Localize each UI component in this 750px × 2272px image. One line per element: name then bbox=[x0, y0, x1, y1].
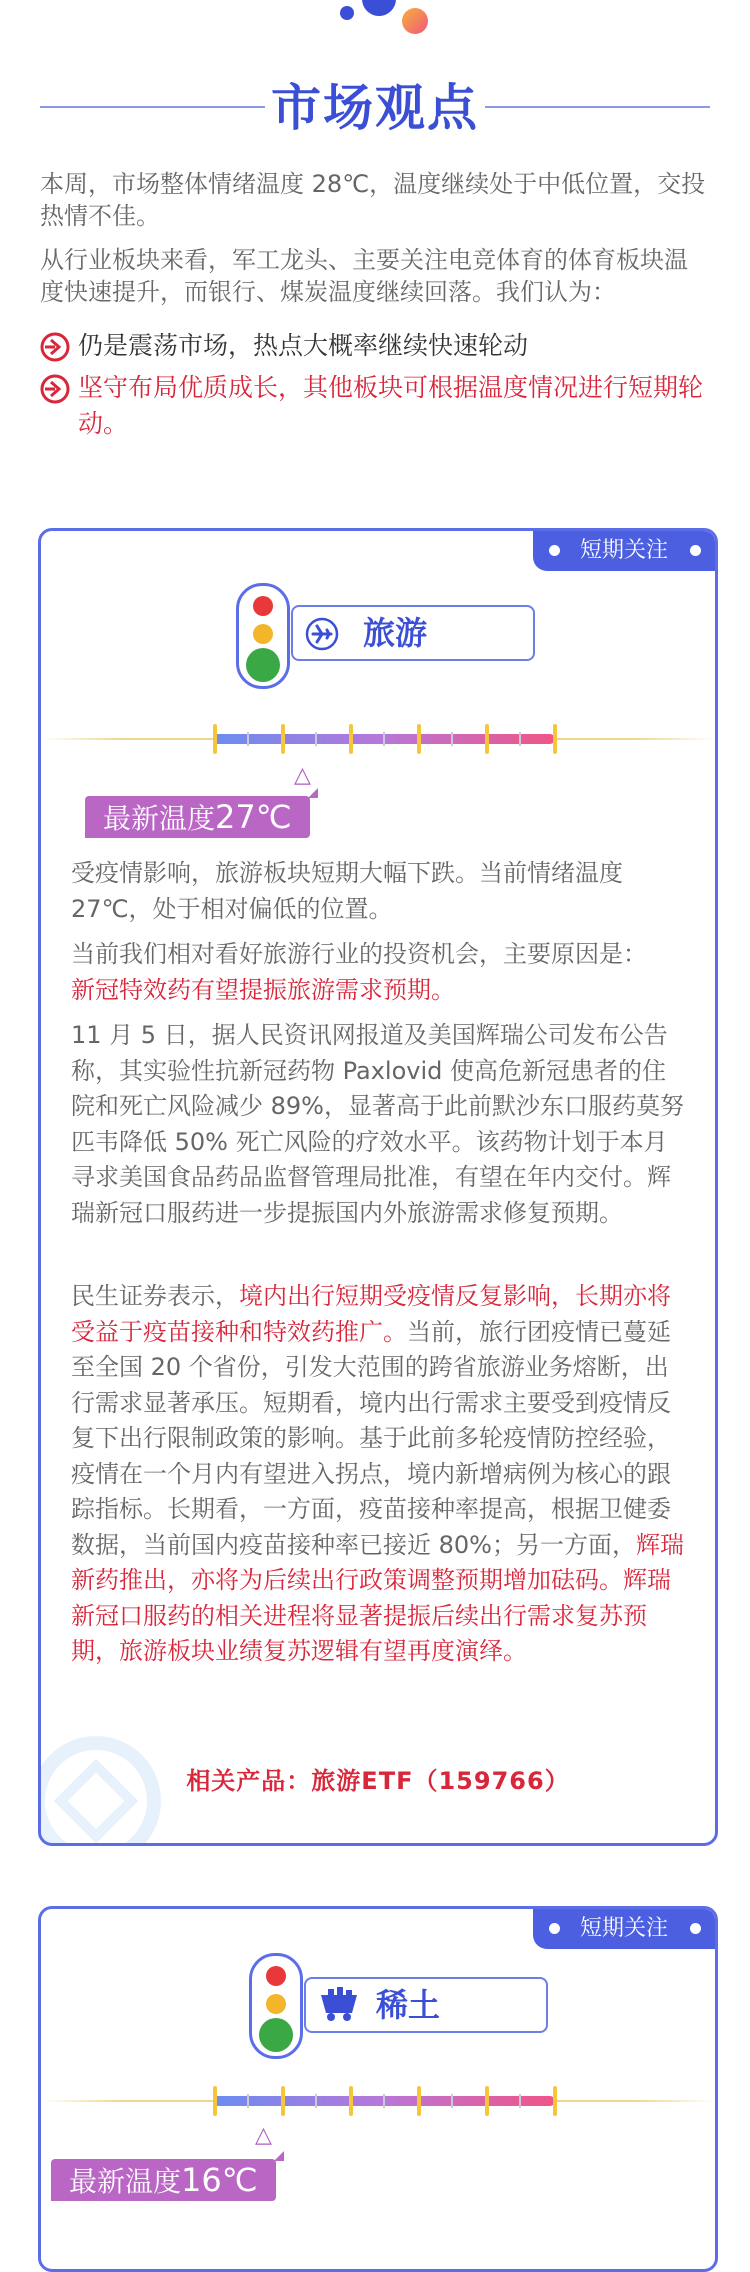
red-arrow-circle-icon bbox=[40, 332, 70, 362]
tag-label: 短期关注 bbox=[579, 538, 668, 563]
view-bullet-1 bbox=[40, 328, 720, 368]
latest-temperature-badge bbox=[51, 2159, 276, 2201]
latest-temperature-badge bbox=[85, 796, 310, 838]
sector-card-rare-earth bbox=[38, 1906, 718, 2272]
title-rule-right bbox=[485, 106, 710, 108]
airplane-icon bbox=[305, 617, 339, 651]
bullet-text: 仍是震荡市场，热点大概率继续快速轮动 bbox=[78, 331, 529, 360]
related-product-link[interactable]: 相关产品：旅游ETF（159766） bbox=[186, 1767, 570, 1795]
card-paragraph-3: 11 月 5 日，据人民资讯网报道及美国辉瑞公司发布公告称，其实验性抗新冠药物 Paxlovid 使高危新冠患者的住院和死亡风险减少 89%，显著高于此前默沙东口服药莫努匹韦降低 50% 死亡风险的疗效水平。该药物计划于本月寻求美国食品药品监督管理局批准，有望在年内交付。辉瑞新冠口服药进一步提振国内外旅游需求修复预期。 bbox=[71, 1021, 684, 1227]
top-decoration bbox=[330, 0, 450, 40]
title-rule-left bbox=[40, 106, 265, 108]
sector-card-tourism bbox=[38, 528, 718, 1846]
temperature-scale bbox=[41, 2081, 715, 2121]
tag-label: 短期关注 bbox=[579, 1916, 668, 1941]
temp-value: 27℃ bbox=[215, 798, 292, 836]
temp-label: 最新温度 bbox=[103, 802, 216, 835]
temperature-scale bbox=[41, 719, 715, 759]
sector-name: 旅游 bbox=[363, 614, 428, 652]
card-paragraph-4: 民生证券表示，境内出行短期受疫情反复影响，长期亦将受益于疫苗接种和特效药推广。当前，旅行团疫情已蔓延至全国 20 个省份，引发大范围的跨省旅游业务熔断，出行需求显著承压。短期看，境内出行需求主要受到疫情反复下出行限制政策的影响。基于此前多轮疫情防控经验，疫情在一个月内有望进入拐点，境内新增病例为核心的跟踪指标。长期看，一方面，疫苗接种率提高，根据卫健委数据，当前国内疫苗接种率已接近 80%；另一方面，辉瑞新药推出，亦将为后续出行政策调整预期增加砝码。辉瑞新冠口服药的相关进程将显著提振后续出行需求复苏预期，旅游板块业绩复苏逻辑有望再度演绎。 bbox=[71, 1282, 684, 1665]
sector-name-plate bbox=[291, 605, 535, 661]
sector-name-plate bbox=[304, 1977, 548, 2033]
temp-value: 16℃ bbox=[181, 2161, 258, 2199]
intro-paragraph-1: 本周，市场整体情绪温度 28℃，温度继续处于中低位置，交投热情不佳。 bbox=[40, 170, 706, 230]
red-arrow-circle-icon bbox=[40, 374, 70, 404]
temperature-marker-icon: △ bbox=[294, 763, 311, 788]
sector-name: 稀土 bbox=[376, 1986, 441, 2024]
temp-label: 最新温度 bbox=[69, 2165, 182, 2198]
short-term-tag bbox=[533, 531, 715, 571]
section-title: 市场观点 bbox=[271, 79, 479, 137]
mine-cart-icon bbox=[318, 1987, 360, 2023]
card-paragraph-1: 受疫情影响，旅游板块短期大幅下跌。当前情绪温度 27℃，处于相对偏低的位置。 bbox=[71, 859, 623, 923]
short-term-tag bbox=[533, 1909, 715, 1949]
bullet-text: 坚守布局优质成长，其他板块可根据温度情况进行短期轮动。 bbox=[78, 373, 704, 438]
traffic-light-icon bbox=[236, 583, 290, 689]
temperature-marker-icon: △ bbox=[255, 2123, 272, 2148]
traffic-light-icon bbox=[249, 1953, 303, 2059]
view-bullet-2 bbox=[40, 370, 720, 450]
intro-paragraph-2: 从行业板块来看，军工龙头、主要关注电竞体育的体育板块温度快速提升，而银行、煤炭温度继续回落。我们认为： bbox=[40, 246, 688, 306]
section-header bbox=[40, 68, 710, 137]
card-paragraph-2: 当前我们相对看好旅游行业的投资机会，主要原因是： 新冠特效药有望提振旅游需求预期。 bbox=[71, 940, 647, 1004]
